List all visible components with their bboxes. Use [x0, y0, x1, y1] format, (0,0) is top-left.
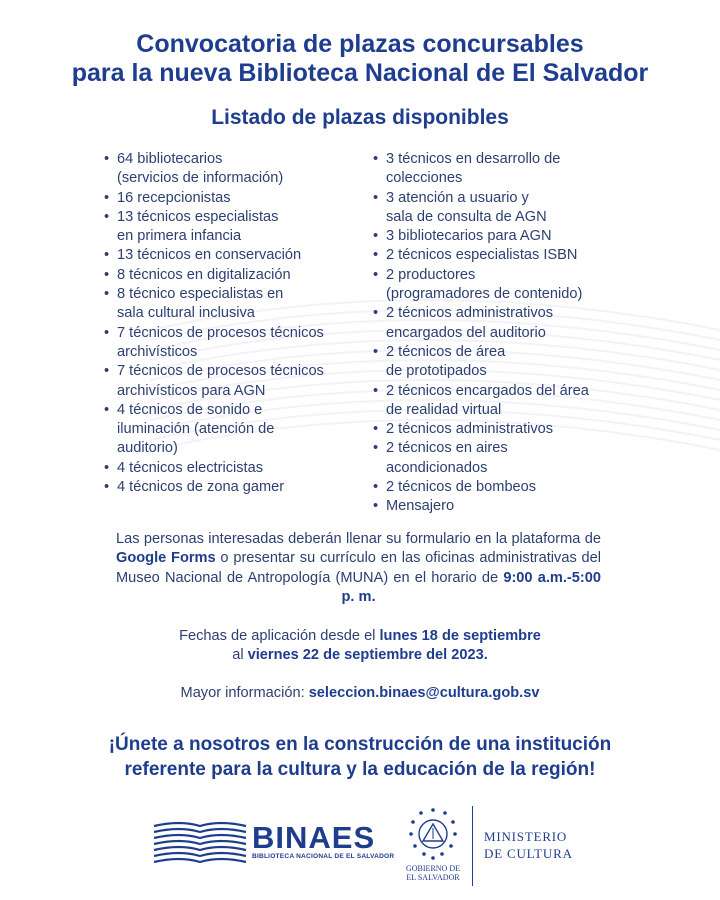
position-item	[373, 150, 663, 189]
binaes-subtitle: BIBLIOTECA NACIONAL DE EL SALVADOR	[252, 853, 395, 860]
paragraph-text-2: o presentar su currículo en las oficinas administrativas del Museo Nacional de Antropología (MUNA) en el horario de	[116, 550, 601, 586]
position-text: 13 técnicos en conservación	[117, 247, 302, 264]
position-text: 2 técnicos administrativos encargados del auditorio	[386, 305, 554, 341]
logo-divider	[472, 806, 473, 886]
cta-line-2: referente para la cultura y la educación de la región!	[124, 759, 596, 780]
bullet-icon: •	[104, 479, 110, 496]
position-text: 4 técnicos de sonido e iluminación (atención de auditorio)	[117, 401, 275, 457]
section-subtitle: Listado de plazas disponibles	[211, 106, 509, 129]
government-text	[390, 864, 476, 882]
start-date: lunes 18 de septiembre	[379, 628, 541, 644]
position-text: 16 recepcionistas	[117, 189, 231, 206]
position-text: 2 técnicos en aires acondicionados	[386, 440, 508, 476]
office-hours: 9:00 a.m.-5:00 p. m.	[341, 569, 601, 605]
info-label: Mayor información:	[180, 685, 309, 701]
gob-line-2: EL SALVADOR	[406, 873, 460, 882]
ministry-line-2: DE CULTURA	[484, 846, 573, 861]
dates-prefix: Fechas de aplicación desde el	[179, 628, 380, 644]
position-item	[373, 246, 663, 265]
position-item	[104, 285, 369, 324]
position-text: 2 técnicos de bombeos	[386, 479, 537, 496]
application-paragraph	[116, 530, 601, 607]
position-text: 2 productores (programadores de contenido)	[386, 266, 583, 303]
bullet-icon: •	[104, 286, 110, 303]
position-item	[104, 246, 369, 265]
positions-list-right	[373, 150, 663, 517]
bullet-icon: •	[373, 305, 379, 322]
bullet-icon: •	[104, 363, 110, 380]
bullet-icon: •	[373, 343, 379, 360]
bullet-icon: •	[373, 479, 379, 496]
position-text: 7 técnicos de procesos técnicos archivísticos	[117, 324, 324, 360]
bullet-icon: •	[104, 459, 110, 476]
binaes-wordmark: BINAES	[252, 820, 376, 855]
bullet-icon: •	[104, 401, 110, 418]
bullet-icon: •	[373, 247, 379, 264]
bullet-icon: •	[104, 208, 110, 225]
gob-line-1: GOBIERNO DE	[406, 864, 460, 873]
position-text: Mensajero	[386, 498, 455, 515]
position-item	[104, 266, 369, 285]
position-item	[104, 189, 369, 208]
position-item	[373, 382, 663, 421]
position-text: 2 técnicos encargados del área de realidad virtual	[386, 382, 589, 418]
call-to-action	[0, 732, 720, 782]
position-text: 13 técnicos especialistas en primera infancia	[117, 208, 279, 245]
position-text: 4 técnicos de zona gamer	[117, 479, 285, 496]
bullet-icon: •	[104, 324, 110, 341]
position-text: 8 técnico especialistas en sala cultural inclusiva	[117, 286, 284, 322]
bullet-icon: •	[104, 247, 110, 264]
position-text: 7 técnicos de procesos técnicos archivísticos para AGN	[117, 363, 324, 399]
ministry-line-1: MINISTERIO	[484, 829, 568, 844]
dates-connector: al	[232, 647, 248, 664]
position-text: 3 atención a usuario y sala de consulta de AGN	[386, 189, 547, 225]
position-item	[373, 343, 663, 382]
bullet-icon: •	[373, 498, 379, 515]
ministry-name	[484, 828, 573, 862]
bullet-icon: •	[373, 189, 379, 206]
position-item	[104, 324, 369, 363]
position-item	[373, 420, 663, 439]
bullet-icon: •	[373, 382, 379, 399]
position-text: 64 bibliotecarios (servicios de información)	[117, 151, 284, 187]
google-forms-link[interactable]: Google Forms	[116, 550, 216, 567]
title-line-1: Convocatoria de plazas concursables	[136, 30, 584, 58]
application-dates	[0, 627, 720, 666]
bullet-icon: •	[104, 266, 110, 283]
position-item	[373, 189, 663, 228]
position-item	[373, 266, 663, 305]
positions-list-left	[104, 150, 369, 497]
position-item	[373, 304, 663, 343]
position-item	[104, 478, 369, 497]
position-text: 3 técnicos en desarrollo de colecciones	[386, 151, 561, 187]
position-item	[373, 227, 663, 246]
position-item	[373, 497, 663, 516]
end-date: viernes 22 de septiembre del 2023.	[247, 647, 488, 664]
bullet-icon: •	[373, 151, 379, 167]
position-text: 2 técnicos administrativos	[386, 421, 554, 438]
position-text: 2 técnicos especialistas ISBN	[386, 247, 578, 264]
bullet-icon: •	[104, 189, 110, 206]
bullet-icon: •	[104, 151, 110, 167]
position-item	[104, 401, 369, 459]
bullet-icon: •	[373, 440, 379, 457]
page-title	[0, 30, 720, 88]
bullet-icon: •	[373, 228, 379, 245]
bullet-icon: •	[373, 266, 379, 283]
position-text: 4 técnicos electricistas	[117, 459, 263, 476]
contact-email-link[interactable]: seleccion.binaes@cultura.gob.sv	[308, 685, 540, 701]
title-line-2: para la nueva Biblioteca Nacional de El Salvador	[71, 59, 649, 87]
paragraph-text-1: Las personas interesadas deberán llenar su formulario en la plataforma de	[116, 531, 601, 547]
position-item	[104, 208, 369, 247]
position-item	[373, 439, 663, 478]
position-item	[104, 150, 369, 189]
position-item	[104, 362, 369, 401]
cta-line-1: ¡Únete a nosotros en la construcción de una institución	[108, 734, 612, 755]
position-text: 3 bibliotecarios para AGN	[386, 228, 552, 245]
government-seal-icon	[398, 806, 468, 862]
position-text: 8 técnicos en digitalización	[117, 266, 291, 283]
bullet-icon: •	[373, 421, 379, 438]
position-item	[373, 478, 663, 497]
contact-info	[0, 684, 720, 703]
position-text: 2 técnicos de área de prototipados	[386, 343, 506, 380]
position-item	[104, 459, 369, 478]
